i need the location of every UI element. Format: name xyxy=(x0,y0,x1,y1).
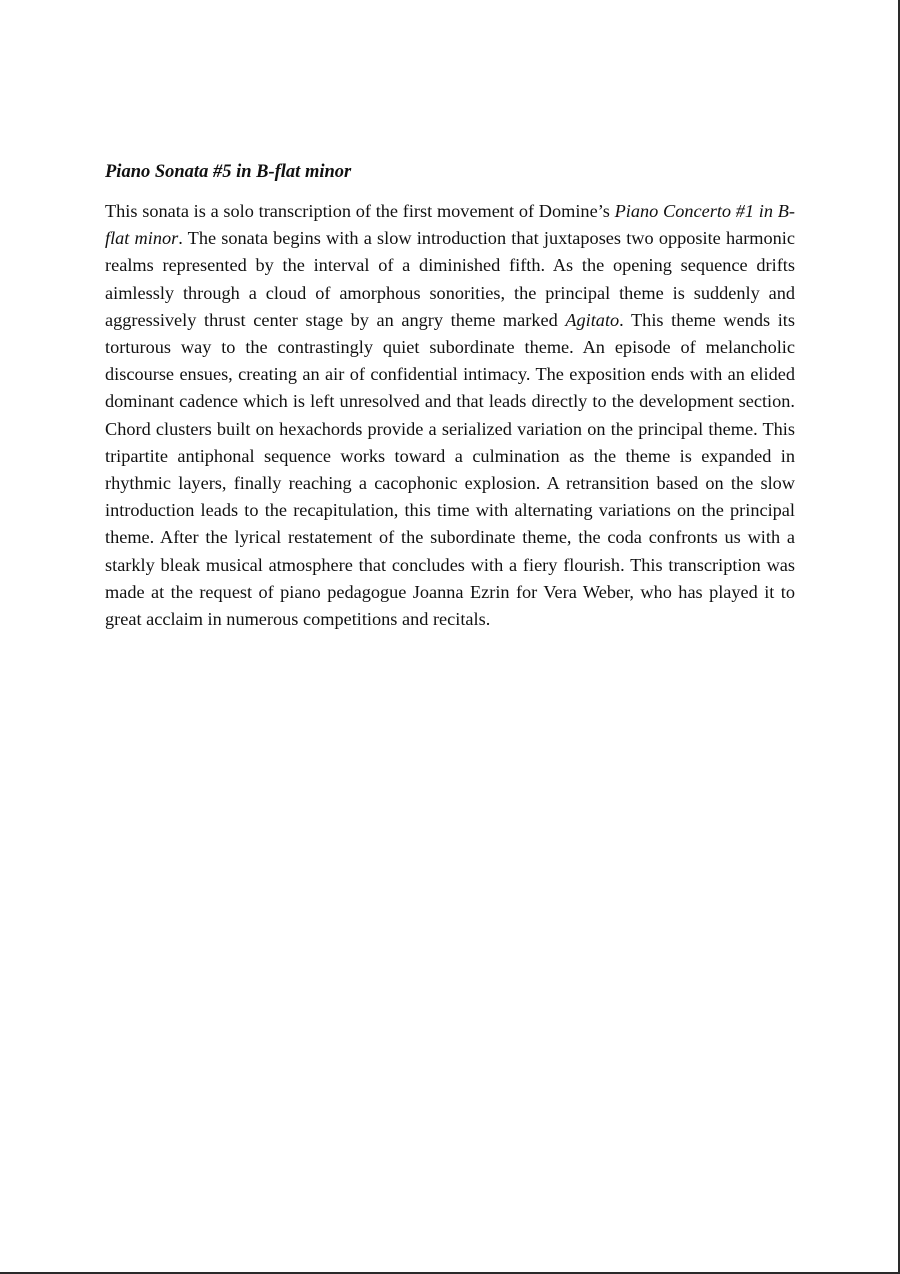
document-title: Piano Sonata #5 in B-flat minor xyxy=(105,162,352,182)
paragraph-run: . The sonata begins with a slow introduction that juxtaposes two opposite harmonic realms represented by the interval of a diminished fifth. As the opening sequence drifts aimlessly through a cloud of amorphous sonorities, the principal theme is suddenly and aggressively thrust center stage by an angry theme marked xyxy=(105,228,795,330)
document-content xyxy=(105,160,795,633)
paragraph-run: This sonata is a solo transcription of the first movement of Domine’s xyxy=(105,201,615,221)
document-paragraph xyxy=(105,198,795,633)
paragraph-run: . This theme wends its torturous way to the contrastingly quiet subordinate theme. An episode of melancholic discourse ensues, creating an air of confidential intimacy. The exposition ends with an elided dominant cadence which is left unresolved and that leads directly to the development section. Chord clusters built on hexachords provide a serialized variation on the principal theme. This tripartite antiphonal sequence works toward a culmination as the theme is expanded in rhythmic layers, finally reaching a cacophonic explosion. A retransition based on the slow introduction leads to the recapitulation, this time with alternating variations on the principal theme. After the lyrical restatement of the subordinate theme, the coda confronts us with a starkly bleak musical atmosphere that concludes with a fiery flourish. This transcription was made at the request of piano pedagogue Joanna Ezrin for Vera Weber, who has played it to great acclaim in numerous competitions and recitals. xyxy=(105,309,795,630)
paragraph-run-italic: Piano Concerto #1 in B-flat minor xyxy=(105,201,795,249)
paragraph-run-italic: Agitato xyxy=(565,309,620,330)
